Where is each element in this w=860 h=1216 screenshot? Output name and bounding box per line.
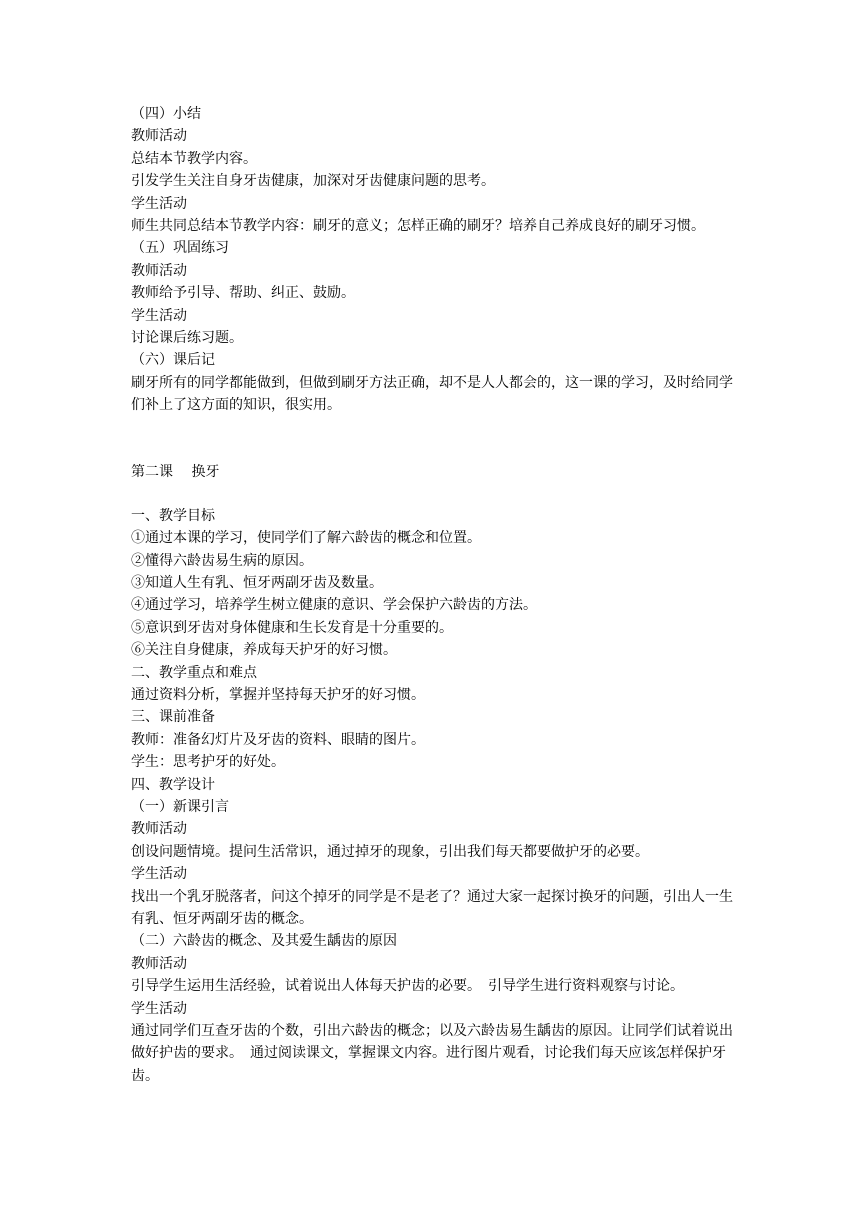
section-heading-preparation: 三、课前准备 <box>131 709 215 726</box>
preparation-student: 学生：思考护牙的好处。 <box>131 754 285 771</box>
teacher-activity-text: 教师给予引导、帮助、纠正、鼓励。 <box>131 285 355 302</box>
section-heading-afterclass: （六）课后记 <box>131 352 215 369</box>
lesson-title: 第二课 换牙 <box>131 463 220 480</box>
student-activity-label: 学生活动 <box>131 866 187 883</box>
section-heading-design: 四、教学设计 <box>131 776 215 793</box>
student-activity-text: 师生共同总结本节教学内容：刷牙的意义；怎样正确的刷牙？培养自己养成良好的刷牙习惯。 <box>131 217 705 234</box>
goal-item: ②懂得六龄齿易生病的原因。 <box>131 552 313 569</box>
preparation-teacher: 教师：准备幻灯片及牙齿的资料、眼睛的图片。 <box>131 731 425 748</box>
teacher-activity-text: 引发学生关注自身牙齿健康，加深对牙齿健康问题的思考。 <box>131 173 495 190</box>
teacher-activity-label: 教师活动 <box>131 128 187 145</box>
teacher-activity-label: 教师活动 <box>131 955 187 972</box>
afterclass-paragraph: 刷牙所有的同学都能做到，但做到刷牙方法正确，却不是人人都会的，这一课的学习，及时给同学们补上了这方面的知识，很实用。 <box>131 374 733 414</box>
goal-item: ⑤意识到牙齿对身体健康和生长发育是十分重要的。 <box>131 619 453 636</box>
student-activity-paragraph: 通过同学们互查牙齿的个数，引出六龄齿的概念；以及六龄齿易生龋齿的原因。让同学们试着说出做好护齿的要求。 通过阅读课文，掌握课文内容。进行图片观看，讨论我们每天应该怎样保护牙齿。 <box>131 1022 733 1084</box>
student-activity-label: 学生活动 <box>131 307 187 324</box>
teacher-activity-text: 引导学生运用生活经验，试着说出人体每天护齿的必要。 引导学生进行资料观察与讨论。 <box>131 978 684 995</box>
student-activity-text: 讨论课后练习题。 <box>131 329 243 346</box>
document-page <box>131 103 736 1087</box>
subsection-heading-six-year-molar: （二）六龄齿的概念、及其爱生龋齿的原因 <box>131 933 397 950</box>
student-activity-label: 学生活动 <box>131 195 187 212</box>
spacer <box>131 417 736 461</box>
section-heading-goals: 一、教学目标 <box>131 507 215 524</box>
goal-item: ⑥关注自身健康，养成每天护牙的好习惯。 <box>131 642 397 659</box>
goal-item: ①通过本课的学习，使同学们了解六龄齿的概念和位置。 <box>131 530 481 547</box>
teacher-activity-label: 教师活动 <box>131 262 187 279</box>
goal-item: ④通过学习，培养学生树立健康的意识、学会保护六龄齿的方法。 <box>131 597 537 614</box>
student-activity-label: 学生活动 <box>131 1000 187 1017</box>
subsection-heading-intro: （一）新课引言 <box>131 798 229 815</box>
spacer <box>131 483 736 505</box>
student-activity-paragraph: 找出一个乳牙脱落者，问这个掉牙的同学是不是老了？通过大家一起探讨换牙的问题，引出人一生有乳、恒牙两副牙齿的概念。 <box>131 888 733 927</box>
section-heading-practice: （五）巩固练习 <box>131 240 229 257</box>
goal-item: ③知道人生有乳、恒牙两副牙齿及数量。 <box>131 575 383 592</box>
section-heading-summary: （四）小结 <box>131 106 201 122</box>
teacher-activity-text: 总结本节教学内容。 <box>131 150 257 167</box>
key-points-text: 通过资料分析，掌握并坚持每天护牙的好习惯。 <box>131 687 425 704</box>
teacher-activity-label: 教师活动 <box>131 821 187 838</box>
section-heading-key-points: 二、教学重点和难点 <box>131 664 257 681</box>
teacher-activity-text: 创设问题情境。提问生活常识，通过掉牙的现象，引出我们每天都要做护牙的必要。 <box>131 843 649 860</box>
